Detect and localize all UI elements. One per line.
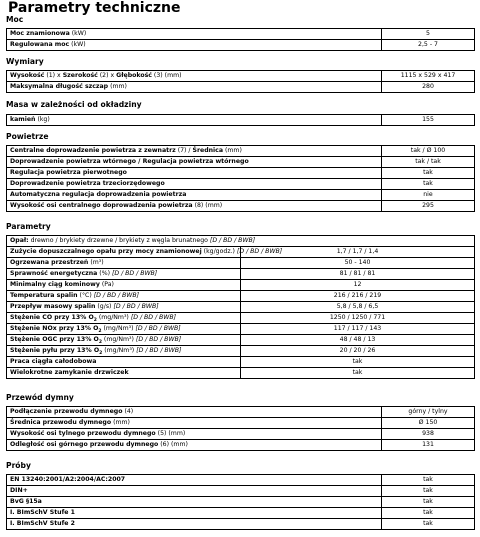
- section-heading-moc: Moc: [6, 15, 24, 24]
- section-heading-wymiary: Wymiary: [6, 57, 44, 66]
- table-row: Automatyczna regulacja doprowadzenia powietrza nie: [7, 190, 475, 201]
- table-row: Minimalny ciąg kominowy (Pa) 12: [7, 280, 475, 291]
- table-row: Ogrzewana przestrzeń (m³) 50 - 140: [7, 258, 475, 269]
- table-row: Temperatura spalin (°C) [D / BD / BWB] 216 / 216 / 219: [7, 291, 475, 302]
- table-row: kamień (kg) 155: [7, 115, 475, 126]
- page-title: Parametry techniczne: [8, 0, 181, 16]
- table-masa: [6, 114, 475, 126]
- table-row: Regulacja powietrza pierwotnego tak: [7, 168, 475, 179]
- table-row: Wielokrotne zamykanie drzwiczek tak: [7, 368, 475, 379]
- section-heading-proby: Próby: [6, 461, 31, 470]
- table-row: Wysokość (1) x Szerokość (2) x Głębokość (3) (mm) 1115 x 529 x 417: [7, 71, 475, 82]
- table-wymiary: [6, 70, 475, 93]
- table-row: Regulowana moc (kW) 2,5 - 7: [7, 40, 475, 51]
- table-parametry: [6, 235, 475, 379]
- table-proby: [6, 474, 475, 530]
- table-row: Wysokość osi centralnego doprowadzenia powietrza (8) (mm) 295: [7, 201, 475, 212]
- table-row: Stężenie NOx przy 13% $O_2$ (mg/Nm³) [D / BD / BWB] 117 / 117 / 143: [7, 324, 475, 335]
- section-heading-masa: Masa w zależności od okładziny: [6, 100, 142, 109]
- table-row: Maksymalna długość szczap (mm) 280: [7, 82, 475, 93]
- table-row: Średnica przewodu dymnego (mm) Ø 150: [7, 418, 475, 429]
- table-row: DIN+ tak: [7, 486, 475, 497]
- table-row: EN 13240:2001/A2:2004/AC:2007 tak: [7, 475, 475, 486]
- table-powietrze: [6, 145, 475, 212]
- section-heading-przewod: Przewód dymny: [6, 393, 74, 402]
- table-row: Moc znamionowa (kW) 5: [7, 29, 475, 40]
- table-row: I. BImSchV Stufe 1 tak: [7, 508, 475, 519]
- section-heading-powietrze: Powietrze: [6, 132, 49, 141]
- table-row: Doprowadzenie powietrza wtórnego / Regulacja powietrza wtórnego tak / tak: [7, 157, 475, 168]
- table-row: I. BImSchV Stufe 2 tak: [7, 519, 475, 530]
- table-moc: [6, 28, 475, 51]
- table-przewod: [6, 406, 475, 451]
- table-row: Sprawność energetyczna (%) [D / BD / BWB] 81 / 81 / 81: [7, 269, 475, 280]
- section-heading-parametry: Parametry: [6, 222, 51, 231]
- table-row: Zużycie dopuszczalnego opału przy mocy znamionowej (kg/godz.) [D / BD / BWB] 1,7 / 1,7 / 1,4: [7, 247, 475, 258]
- table-row: Praca ciągła całodobowa tak: [7, 357, 475, 368]
- table-row: Wysokość osi tylnego przewodu dymnego (5) (mm) 938: [7, 429, 475, 440]
- table-row: Doprowadzenie powietrza trzeciorzędowego tak: [7, 179, 475, 190]
- table-row: Przepływ masowy spalin (g/s) [D / BD / BWB] 5,8 / 5,8 / 6,5: [7, 302, 475, 313]
- table-row: Stężenie OGC przy 13% $O_2$ (mg/Nm³) [D / BD / BWB] 48 / 48 / 13: [7, 335, 475, 346]
- table-row: Stężenie CO przy 13% $O_2$ (mg/Nm³) [D / BD / BWB] 1250 / 1250 / 771: [7, 313, 475, 324]
- table-row: Centralne doprowadzenie powietrza z zewnatrz (7) / Średnica (mm) tak / Ø 100: [7, 146, 475, 157]
- table-row: Odległość osi górnego przewodu dymnego (6) (mm) 131: [7, 440, 475, 451]
- table-row: BvG §15a tak: [7, 497, 475, 508]
- table-row: Podłączenie przewodu dymnego (4) górny / tylny: [7, 407, 475, 418]
- table-row: Opał: drewno / brykiety drzewne / brykiety z węgla brunatnego [D / BD / BWB]: [7, 236, 475, 247]
- table-row: Stężenie pyłu przy 13% $O_2$ (mg/Nm³) [D / BD / BWB] 20 / 20 / 26: [7, 346, 475, 357]
